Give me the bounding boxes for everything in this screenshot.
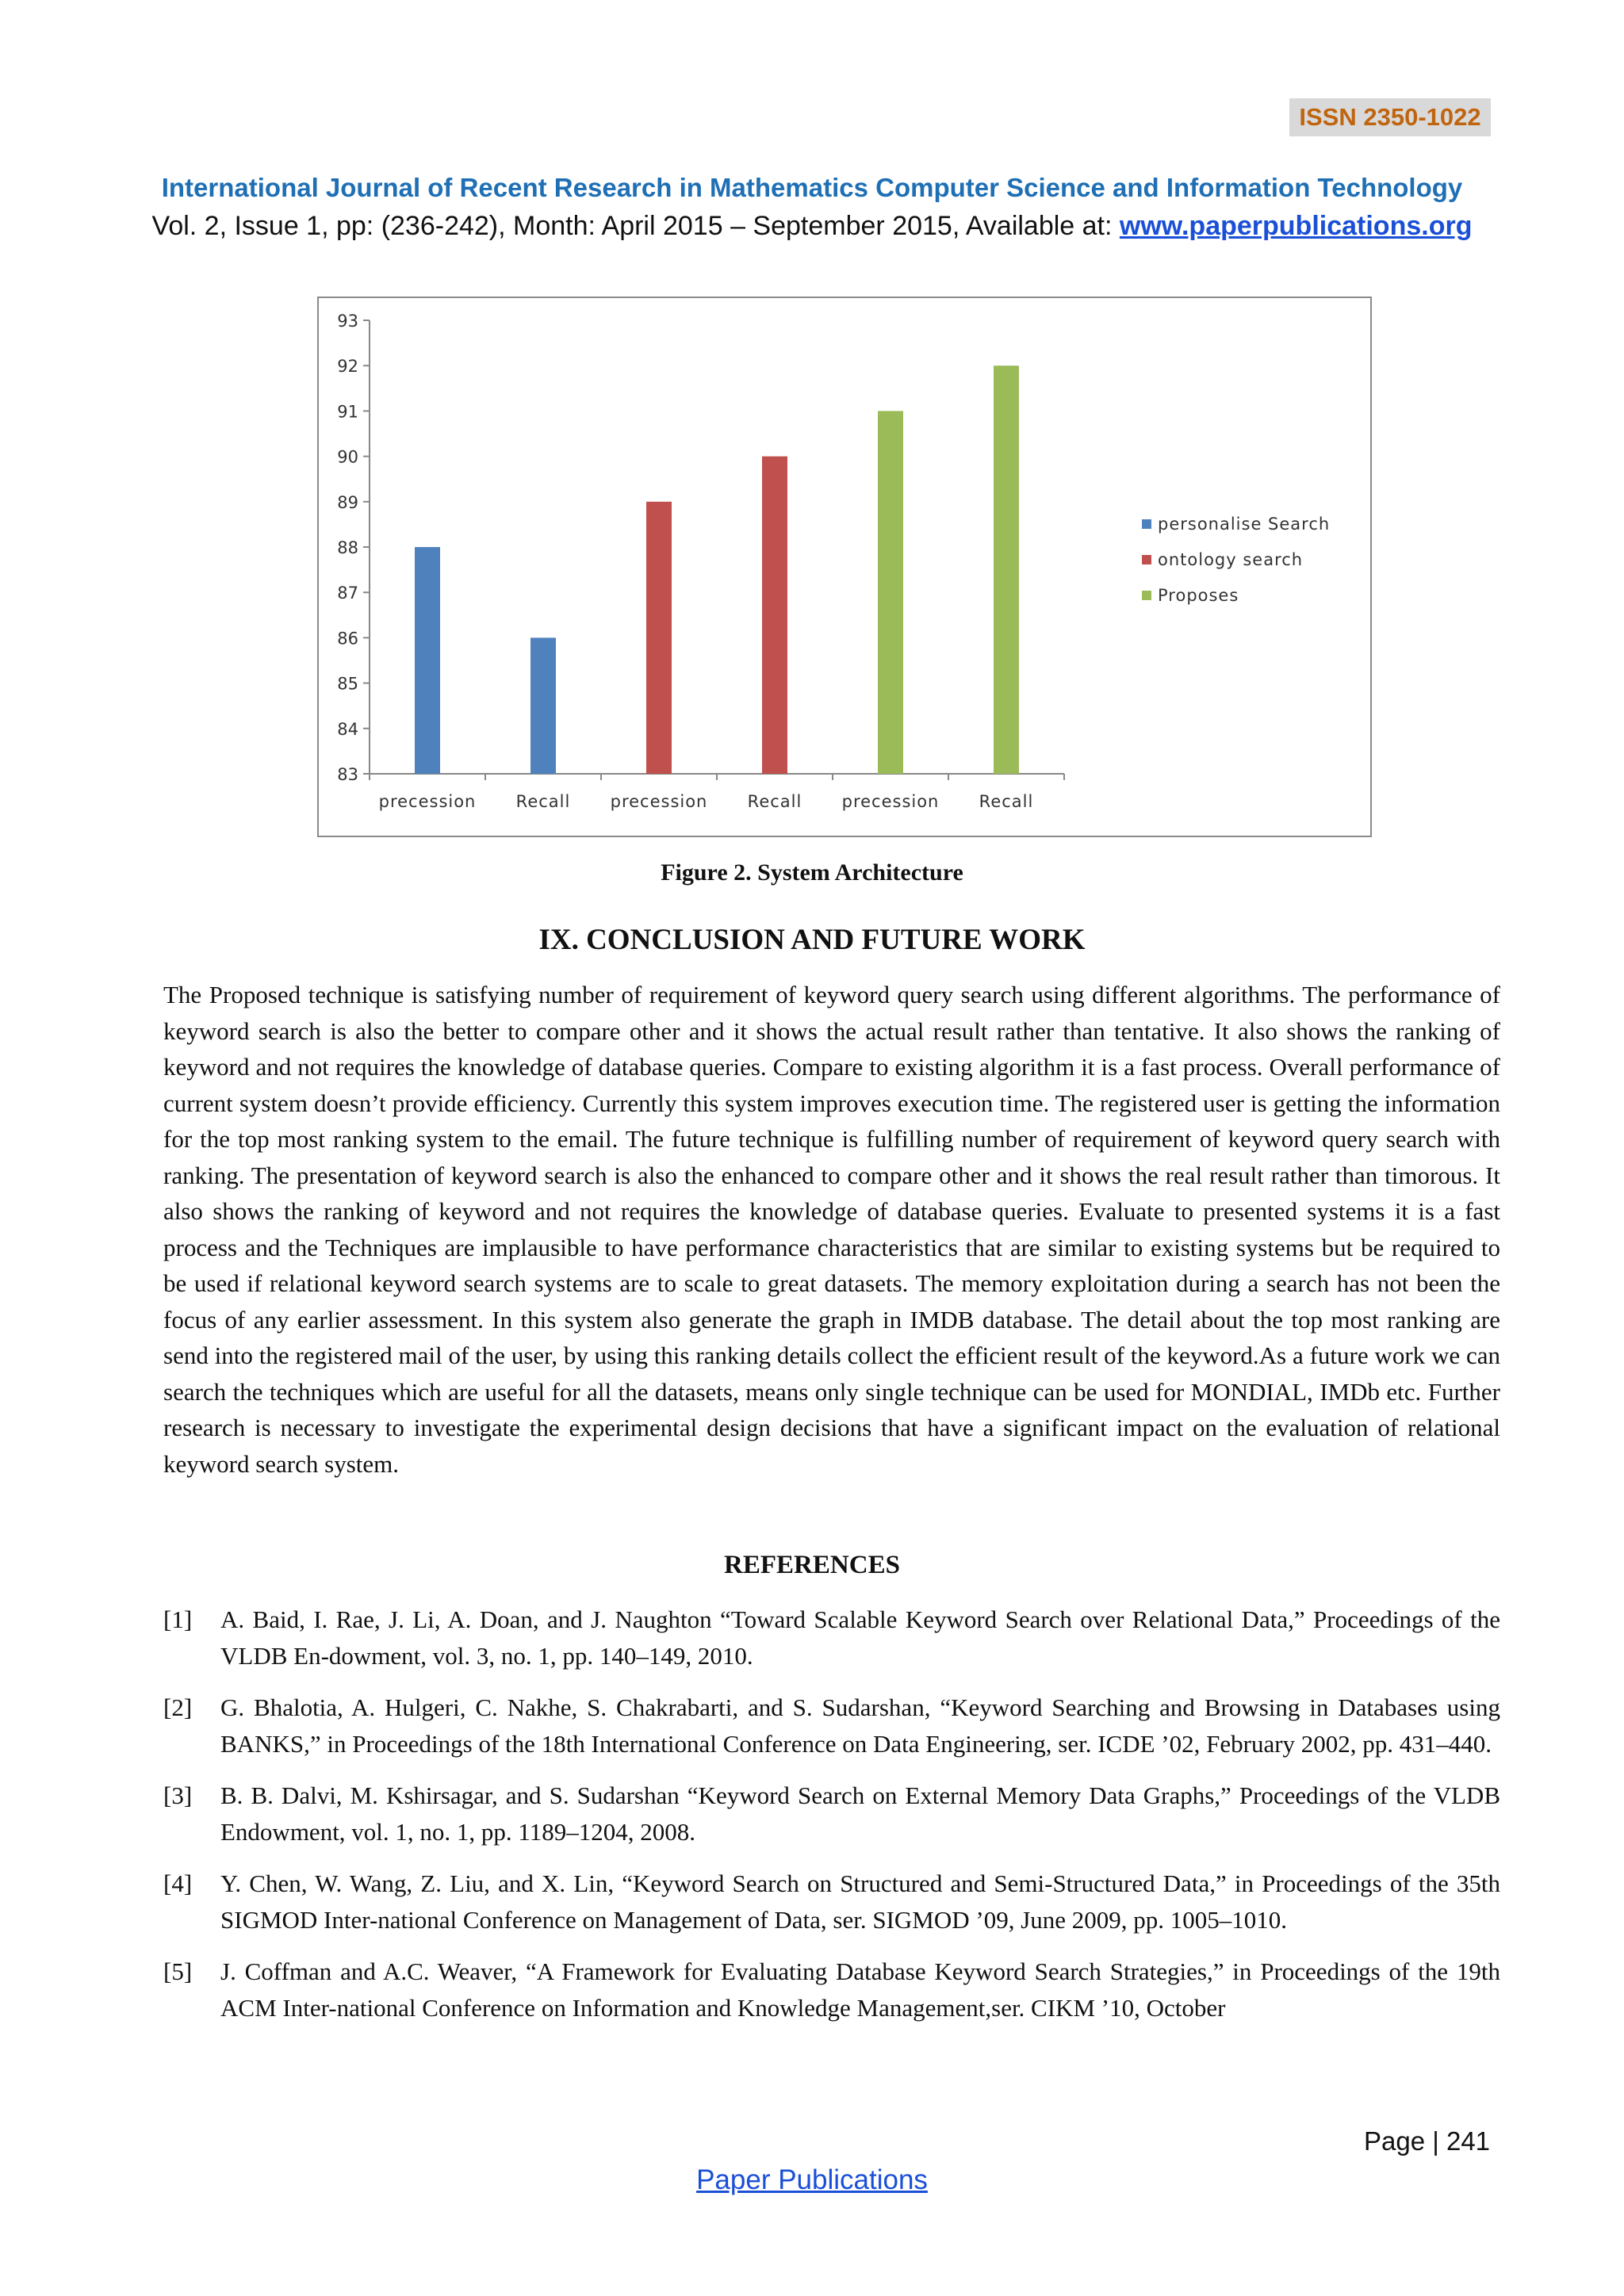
reference-item	[163, 1601, 1500, 1674]
publisher-footer[interactable]: Paper Publications	[696, 2164, 928, 2195]
y-tick-label: 93	[337, 312, 358, 331]
reference-item	[163, 1689, 1500, 1762]
legend-swatch	[1142, 555, 1151, 564]
bar	[878, 411, 903, 774]
x-tick-label: Recall	[979, 792, 1034, 811]
figure-caption: Figure 2. System Architecture	[661, 859, 963, 886]
reference-text: B. B. Dalvi, M. Kshirsagar, and S. Sudarshan “Keyword Search on External Memory Data Graphs,” Proceedings of the VLDB Endowment, vol. 1, no. 1, pp. 1189–1204, 2008.	[220, 1781, 1500, 1846]
y-tick-label: 87	[337, 584, 358, 603]
chart-svg	[319, 298, 1370, 836]
reference-text: G. Bhalotia, A. Hulgeri, C. Nakhe, S. Chakrabarti, and S. Sudarshan, “Keyword Searching and Browsing in Databases using BANKS,” in Proceedings of the 18th International Conference on Data Engineering, ser. ICDE ’02, February 2002, pp. 431–440.	[220, 1693, 1500, 1758]
y-tick-label: 85	[337, 674, 358, 694]
bar	[762, 457, 787, 774]
volume-line	[0, 211, 1624, 242]
bar	[994, 365, 1019, 774]
journal-title: International Journal of Recent Research in Mathematics Computer Science and Information Technology	[161, 173, 1463, 202]
x-tick-label: precession	[378, 792, 477, 811]
y-tick-label: 91	[337, 402, 358, 422]
bar	[646, 502, 672, 774]
legend-swatch	[1142, 591, 1151, 600]
y-tick-label: 89	[337, 492, 358, 512]
y-tick-label: 84	[337, 719, 358, 739]
reference-number: [5]	[163, 1957, 193, 1985]
legend-swatch	[1142, 519, 1151, 529]
reference-number: [1]	[163, 1605, 193, 1633]
legend-label: Proposes	[1158, 586, 1239, 605]
bar	[530, 637, 556, 774]
reference-item	[163, 1866, 1500, 1938]
reference-number: [2]	[163, 1693, 193, 1721]
page-number: Page | 241	[1364, 2126, 1491, 2156]
y-tick-label: 86	[337, 629, 358, 649]
y-tick-label: 90	[337, 447, 358, 467]
references-list	[163, 1601, 1500, 2042]
x-tick-label: precession	[841, 792, 940, 811]
volume-text: Vol. 2, Issue 1, pp: (236-242), Month: April 2015 – September 2015, Available at:	[151, 211, 1120, 241]
reference-text: A. Baid, I. Rae, J. Li, A. Doan, and J. Naughton “Toward Scalable Keyword Search over Relational Data,” Proceedings of the VLDB En-dowment, vol. 3, no. 1, pp. 140–149, 2010.	[220, 1605, 1500, 1670]
reference-item	[163, 1777, 1500, 1850]
bar	[415, 547, 440, 774]
references-title: REFERENCES	[724, 1551, 900, 1579]
legend-label: personalise Search	[1158, 515, 1331, 534]
x-tick-label: precession	[610, 792, 708, 811]
y-tick-label: 92	[337, 357, 358, 377]
issn-badge: ISSN 2350-1022	[1289, 98, 1491, 136]
x-tick-label: Recall	[515, 792, 571, 811]
legend-label: ontology search	[1158, 550, 1304, 569]
bar-chart	[317, 297, 1372, 837]
y-tick-label: 88	[337, 538, 358, 557]
website-link[interactable]: www.paperpublications.org	[1119, 211, 1473, 241]
reference-number: [3]	[163, 1781, 193, 1809]
reference-text: J. Coffman and A.C. Weaver, “A Framework for Evaluating Database Keyword Search Strategies,” in Proceedings of the 19th ACM Inter-national Conference on Information and Knowledge Management,ser. CIKM ’10, October	[220, 1957, 1500, 2022]
y-tick-label: 83	[337, 765, 358, 784]
x-tick-label: Recall	[747, 792, 802, 811]
reference-text: Y. Chen, W. Wang, Z. Liu, and X. Lin, “Keyword Search on Structured and Semi-Structured Data,” in Proceedings of the 35th SIGMOD Inter-national Conference on Management of Data, ser. SIGMOD ’09, June 2009, pp. 1005–1010.	[220, 1869, 1500, 1934]
reference-number: [4]	[163, 1869, 193, 1897]
section-body: The Proposed technique is satisfying number of requirement of keyword query search using different algorithms. The performance of keyword search is also the better to compare other and it shows the actual result rather than tentative. It also shows the ranking of keyword and not requires the knowledge of database queries. Compare to existing algorithm it is a fast process. Overall performance of current system doesn’t provide efficiency. Currently this system improves execution time. The registered user is getting the information for the top most ranking system to the email. The future technique is fulfilling number of requirement of keyword query search with ranking. The presentation of keyword search is also the enhanced to compare other and it shows the real result rather than timorous. It also shows the ranking of keyword and not requires the knowledge of database queries. Evaluate to presented systems it is a fast process and the Techniques are implausible to have performance characteristics that are similar to existing systems but be required to be used if relational keyword search systems are to scale to great datasets. The memory exploitation during a search has not been the focus of any earlier assessment. In this system also generate the graph in IMDB database. The detail about the top most ranking are send into the registered mail of the user, by using this ranking details collect the efficient result of the keyword.As a future work we can search the techniques which are useful for all the datasets, means only single technique can be used for MONDIAL, IMDb etc. Further research is necessary to investigate the experimental design decisions that have a significant impact on the evaluation of relational keyword search system.	[163, 981, 1500, 1478]
section-title: IX. CONCLUSION AND FUTURE WORK	[538, 924, 1086, 956]
reference-item	[163, 1954, 1500, 2026]
